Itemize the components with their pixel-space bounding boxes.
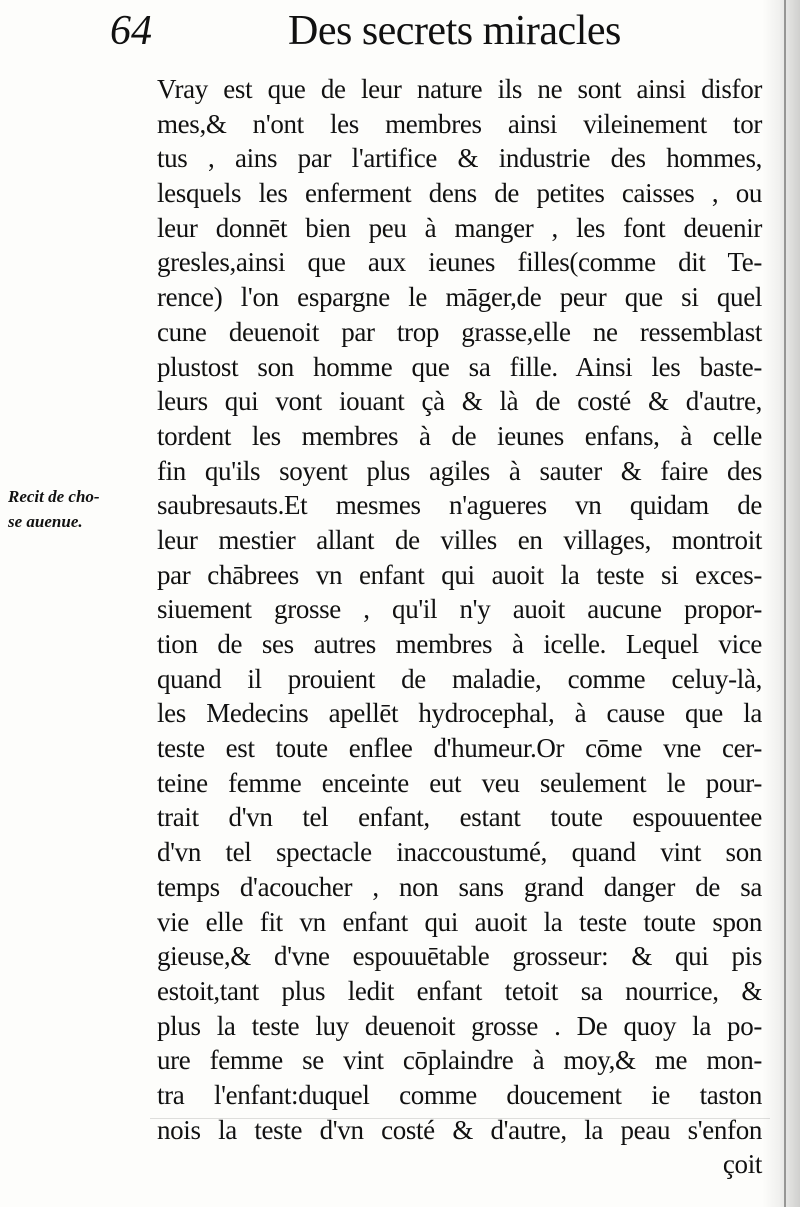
running-head: Des secrets miracles: [288, 8, 621, 54]
page-bottom-shadow: [150, 1118, 770, 1119]
text-line: gresles,ainsi que aux ieunes filles(comme dit Te-: [157, 247, 762, 278]
text-line: tordent les membres à de ieunes enfans, à celle: [157, 420, 762, 451]
text-line: teine femme enceinte eut veu seulement le pour-: [157, 767, 762, 798]
text-line: plus la teste luy deuenoit grosse . De quoy la po-: [157, 1010, 762, 1041]
text-line: quand il prouient de maladie, comme celuy-là,: [157, 663, 762, 694]
marginal-note: [8, 484, 153, 534]
text-line: fin qu'ils soyent plus agiles à sauter & faire des: [157, 455, 762, 486]
text-line: tion de ses autres membres à icelle. Lequel vice: [157, 629, 762, 659]
text-line: vie elle fit vn enfant qui auoit la teste toute spon: [157, 906, 762, 937]
text-line: saubresauts.Et mesmes n'agueres vn quidam de: [157, 490, 762, 521]
page-edge-line: [784, 0, 786, 1207]
catchword: çoit: [722, 1149, 762, 1180]
text-line: gieuse,& d'vne espouuētable grosseur: & qui pis: [157, 941, 762, 972]
marginal-note-line: Recit de cho-: [8, 487, 100, 506]
text-line: estoit,tant plus ledit enfant tetoit sa nourrice, &: [157, 975, 762, 1006]
text-line: tra l'enfant:duquel comme doucement ie taston: [157, 1079, 762, 1110]
text-line: leur mestier allant de villes en villages, montroit: [157, 524, 762, 555]
text-line: par chābrees vn enfant qui auoit la teste si exces-: [157, 559, 762, 590]
text-line: cune deuenoit par trop grasse,elle ne ressemblast: [157, 316, 762, 347]
text-line: rence) l'on espargne le māger,de peur que si quel: [157, 282, 762, 313]
body-text: [157, 72, 762, 1182]
text-line: teste est toute enflee d'humeur.Or cōme vne cer-: [157, 733, 762, 764]
text-line: Vray est que de leur nature ils ne sont ainsi disfor: [157, 74, 762, 104]
page-edge-shadow: [762, 0, 800, 1207]
marginal-note-line: se auenue.: [8, 512, 83, 531]
text-line: trait d'vn tel enfant, estant toute espouuentee: [157, 802, 762, 833]
text-line: plustost son homme que sa fille. Ainsi les baste-: [157, 351, 762, 382]
text-line: ure femme se vint cōplaindre à moy,& me mon-: [157, 1045, 762, 1076]
text-line: tus , ains par l'artifice & industrie des hommes,: [157, 143, 762, 174]
page-number: 64: [110, 8, 152, 54]
text-line: leur donnēt bien peu à manger , les font deuenir: [157, 212, 762, 243]
text-line: nois la teste d'vn costé & d'autre, la peau s'enfon: [157, 1114, 762, 1145]
text-line: mes,& n'ont les membres ainsi vileinement tor: [157, 108, 762, 139]
text-line: les Medecins apellēt hydrocephal, à cause que la: [157, 698, 762, 729]
text-line: siuement grosse , qu'il n'y auoit aucune propor-: [157, 594, 762, 625]
text-line: leurs qui vont iouant çà & là de costé & d'autre,: [157, 386, 762, 417]
text-line: temps d'acoucher , non sans grand danger de sa: [157, 871, 762, 902]
text-line: lesquels les enferment dens de petites caisses , ou: [157, 178, 762, 209]
text-line: d'vn tel spectacle inaccoustumé, quand vint son: [157, 837, 762, 868]
